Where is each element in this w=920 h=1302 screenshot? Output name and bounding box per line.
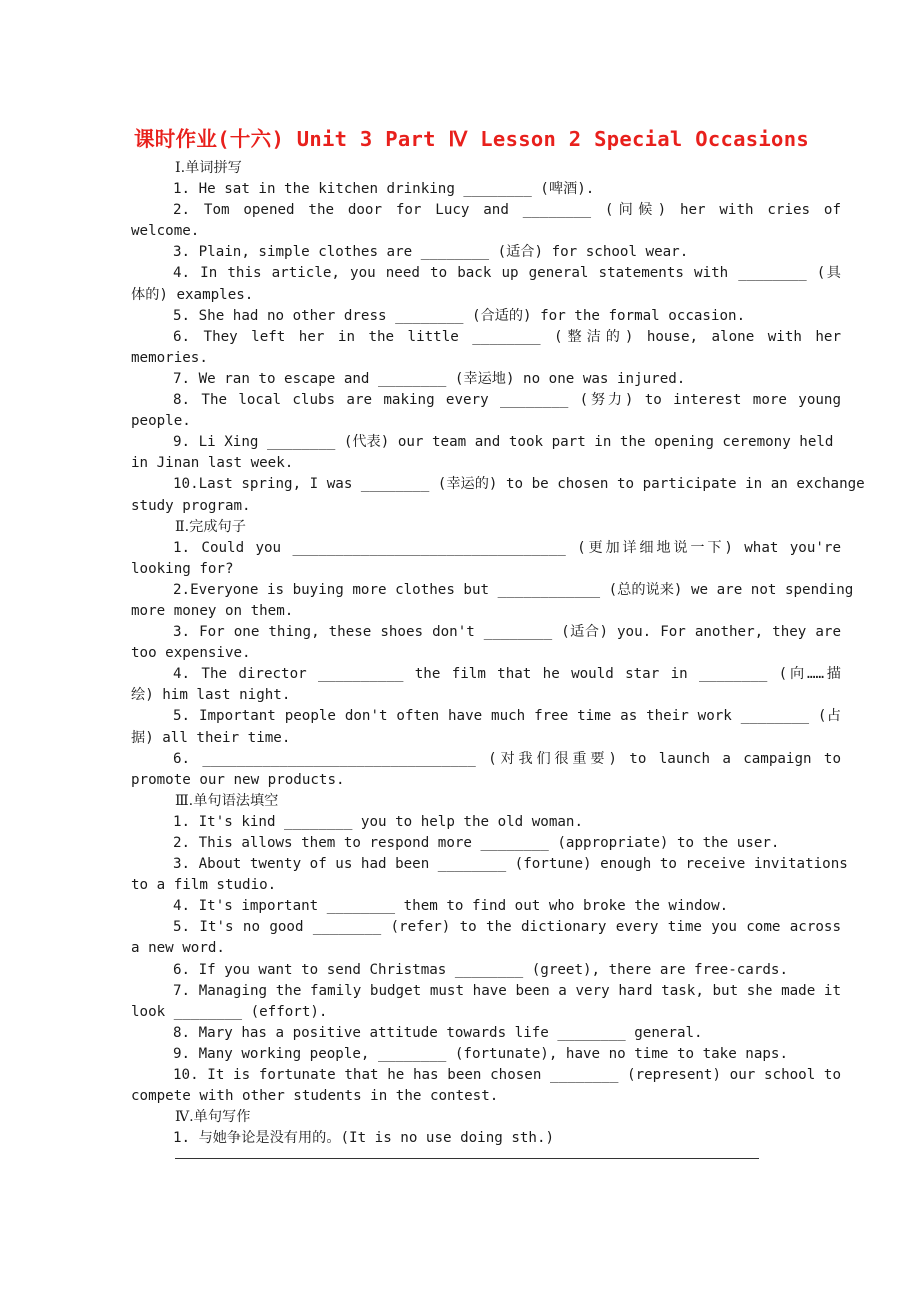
exercise-line: 3. For one thing, these shoes don't ________ (适合) you. For another, they are (173, 624, 841, 641)
exercise-line: looking for? (131, 560, 234, 577)
exercise-line: to a film studio. (131, 877, 277, 894)
exercise-line: 2.Everyone is buying more clothes but ____________ (总的说来) we are not spending (173, 581, 854, 598)
exercise-line: 体的) examples. (131, 286, 254, 303)
exercise-body (131, 158, 865, 1159)
section-heading: Ⅳ.单句写作 (175, 1109, 251, 1126)
exercise-line: 据) all their time. (131, 729, 291, 746)
exercise-line: 3. About twenty of us had been ________ (fortune) enough to receive invitations (173, 856, 848, 873)
exercise-line: 8. Mary has a positive attitude towards life ________ general. (173, 1024, 703, 1041)
exercise-line: 10.Last spring, I was ________ (幸运的) to be chosen to participate in an exchange (173, 476, 865, 493)
exercise-line: memories. (131, 349, 208, 366)
exercise-line: 6. They left her in the little ________ (整洁的) house, alone with her (173, 328, 841, 345)
exercise-line: 4. It's important ________ them to find out who broke the window. (173, 898, 729, 915)
exercise-line: people. (131, 413, 191, 430)
section-heading: Ⅱ.完成句子 (175, 518, 246, 535)
exercise-line: 5. Important people don't often have much free time as their work ________ (占 (173, 708, 841, 725)
exercise-line: compete with other students in the contest. (131, 1088, 499, 1105)
exercise-line: 7. Managing the family budget must have been a very hard task, but she made it (173, 982, 841, 999)
exercise-line: 1. He sat in the kitchen drinking ________ (啤酒). (173, 181, 595, 198)
answer-blank-line (175, 1158, 759, 1159)
exercise-line: look ________ (effort). (131, 1003, 328, 1020)
section-heading: Ⅲ.单句语法填空 (175, 792, 279, 809)
exercise-line: 7. We ran to escape and ________ (幸运地) no one was injured. (173, 370, 686, 387)
page-title: 课时作业(十六) Unit 3 Part Ⅳ Lesson 2 Special Occasions (134, 127, 809, 151)
exercise-line: in Jinan last week. (131, 455, 294, 472)
exercise-line: 8. The local clubs are making every ________ (努力) to interest more young (173, 392, 841, 409)
exercise-line: 6. If you want to send Christmas ________ (greet), there are free-cards. (173, 961, 788, 978)
exercise-line: 5. It's no good ________ (refer) to the dictionary every time you come across (173, 919, 841, 936)
exercise-line: more money on them. (131, 602, 294, 619)
exercise-line: 1. Could you ________________________________ (更加详细地说一下) what you're (173, 539, 841, 556)
exercise-line: study program. (131, 497, 251, 514)
exercise-line: 4. In this article, you need to back up general statements with ________ (具 (173, 265, 841, 282)
exercise-line: 6. ________________________________ (对我们很重要) to launch a campaign to (173, 750, 841, 767)
exercise-line: 2. This allows them to respond more ________ (appropriate) to the user. (173, 835, 780, 851)
exercise-line: 1. 与她争论是没有用的。(It is no use doing sth.) (173, 1130, 555, 1147)
exercise-line: 3. Plain, simple clothes are ________ (适合) for school wear. (173, 244, 689, 261)
exercise-line: 9. Li Xing ________ (代表) our team and took part in the opening ceremony held (173, 434, 834, 451)
exercise-line: 4. The director __________ the film that he would star in ________ (向……描 (173, 666, 841, 683)
exercise-line: a new word. (131, 940, 225, 957)
exercise-line: 9. Many working people, ________ (fortunate), have no time to take naps. (173, 1045, 788, 1062)
exercise-line: promote our new products. (131, 771, 345, 788)
section-heading: Ⅰ.单词拼写 (175, 160, 242, 176)
exercise-line: too expensive. (131, 645, 251, 662)
exercise-line: 5. She had no other dress ________ (合适的) for the formal occasion. (173, 307, 746, 324)
exercise-line: 1. It's kind ________ you to help the old woman. (173, 813, 583, 830)
exercise-line: 2. Tom opened the door for Lucy and ________ (问候) her with cries of (173, 202, 841, 219)
exercise-line: welcome. (131, 223, 200, 240)
exercise-line: 10. It is fortunate that he has been chosen ________ (represent) our school to (173, 1067, 841, 1084)
exercise-line: 绘) him last night. (131, 687, 291, 704)
